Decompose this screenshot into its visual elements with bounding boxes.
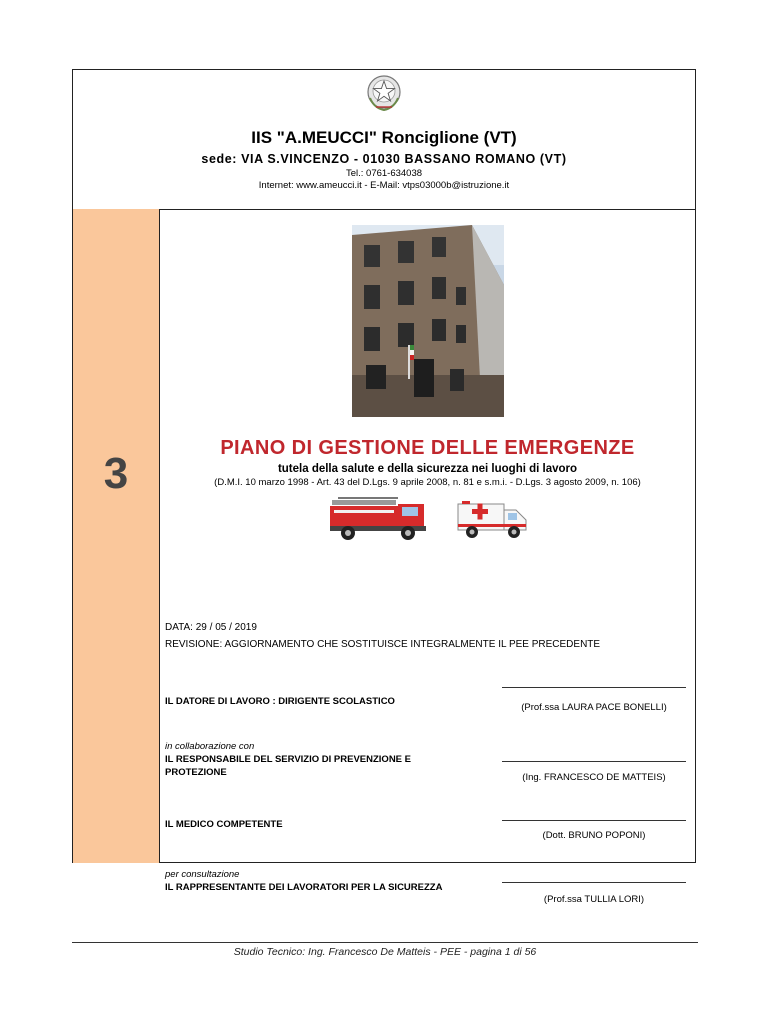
doctor-name: (Dott. BRUNO POPONI): [542, 830, 646, 841]
ambulance-icon: [456, 498, 528, 540]
cover-content: [160, 209, 695, 905]
employer-name: (Prof.ssa LAURA PACE BONELLI): [521, 702, 667, 713]
document-date: DATA: 29 / 05 / 2019: [165, 622, 257, 633]
rls-note: per consultazione: [165, 869, 240, 880]
employer-signature-line: [502, 687, 686, 688]
school-header: [73, 70, 695, 210]
rspp-role: IL RESPONSABILE DEL SERVIZIO DI PREVENZIONE E PROTEZIONE: [165, 754, 411, 778]
section-number: 3: [103, 449, 129, 498]
rspp-note: in collaborazione con: [165, 741, 255, 752]
footer-divider: [72, 942, 698, 943]
doctor-role: IL MEDICO COMPETENTE: [165, 819, 283, 830]
rls-name: (Prof.ssa TULLIA LORI): [543, 894, 645, 905]
page-footer: Studio Tecnico: Ing. Francesco De Matteis - PEE - pagina 1 di 56: [233, 946, 537, 958]
section-sidebar: [73, 209, 160, 863]
school-building-photo: [352, 225, 504, 417]
doctor-signature-line: [502, 820, 686, 821]
school-name: IIS "A.MEUCCI" Ronciglione (VT): [251, 128, 517, 147]
plan-title: PIANO DI GESTIONE DELLE EMERGENZE: [220, 437, 635, 459]
italian-emblem-icon: [365, 72, 403, 112]
school-address: sede: VIA S.VINCENZO - 01030 BASSANO ROMANO (VT): [201, 152, 567, 166]
rls-signature-line: [502, 882, 686, 883]
school-phone: Tel.: 0761-634038: [345, 168, 423, 179]
rspp-name: (Ing. FRANCESCO DE MATTEIS): [522, 772, 666, 783]
plan-legal-reference: (D.M.I. 10 marzo 1998 - Art. 43 del D.Lgs. 9 aprile 2008, n. 81 e s.m.i. - D.Lgs. 3 agosto 2009, n. 106): [214, 477, 641, 488]
cover-page: [72, 69, 696, 905]
rls-role: IL RAPPRESENTANTE DEI LAVORATORI PER LA SICUREZZA: [165, 882, 443, 893]
plan-subtitle: tutela della salute e della sicurezza nei luoghi di lavoro: [277, 463, 578, 475]
school-contacts: Internet: www.ameucci.it - E-Mail: vtps03000b@istruzione.it: [258, 180, 510, 191]
document-revision: REVISIONE: AGGIORNAMENTO CHE SOSTITUISCE INTEGRALMENTE IL PEE PRECEDENTE: [165, 639, 601, 650]
rspp-signature-line: [502, 761, 686, 762]
employer-role: IL DATORE DI LAVORO : DIRIGENTE SCOLASTICO: [165, 696, 395, 707]
fire-truck-icon: [328, 496, 430, 542]
